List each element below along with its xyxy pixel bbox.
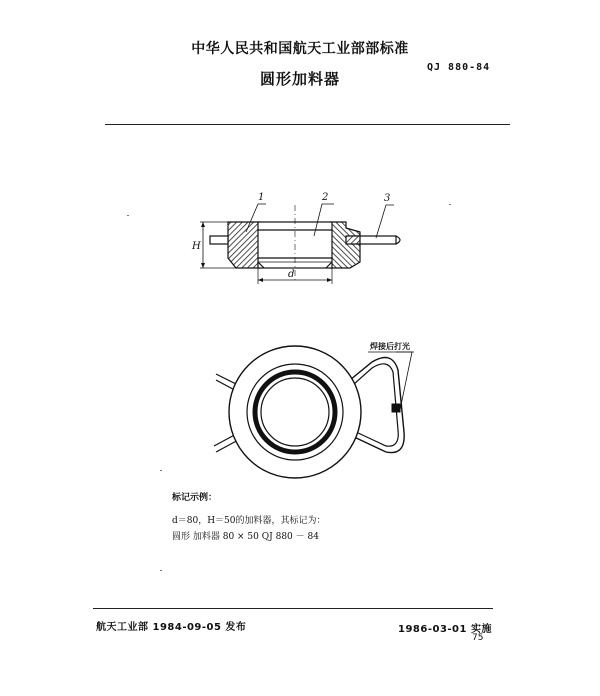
callout-2: 2 — [322, 192, 329, 203]
left-wall-section — [228, 222, 260, 268]
height-dimension-label: H — [192, 241, 201, 252]
issue-date: 航天工业部 1984-09-05 发布 — [96, 622, 247, 633]
scan-speck — [127, 215, 129, 216]
marking-example-heading: 标记示例： — [172, 493, 218, 503]
standard-code: QJ 880-84 — [427, 62, 491, 73]
scan-speck — [160, 470, 162, 471]
scan-speck — [449, 204, 451, 205]
scan-speck — [160, 570, 162, 571]
callout-3: 3 — [384, 193, 391, 204]
footer-rule — [93, 608, 493, 609]
callout-1: 1 — [258, 192, 265, 203]
diameter-dimension-label: d — [288, 269, 295, 280]
document-title: 圆形加料器 — [259, 70, 340, 88]
callout-leader-3 — [376, 205, 394, 238]
plan-view — [214, 346, 414, 478]
marking-example-line-2: 圆形 加料器 80 × 50 QJ 880 － 84 — [172, 532, 319, 542]
marking-example-line-1: d＝80，H＝50的加料器，其标记为： — [172, 516, 326, 526]
weld-annotation: 焊接后打光 — [370, 342, 410, 351]
effective-date: 1986-03-01 实施 — [398, 624, 492, 635]
section-view — [200, 204, 400, 284]
outer-ring — [229, 346, 361, 478]
right-wall-section — [330, 222, 360, 268]
standard-organization: 中华人民共和国航天工业部部标准 — [191, 41, 409, 57]
page-number: 75 — [472, 633, 484, 643]
left-rod — [210, 236, 228, 244]
